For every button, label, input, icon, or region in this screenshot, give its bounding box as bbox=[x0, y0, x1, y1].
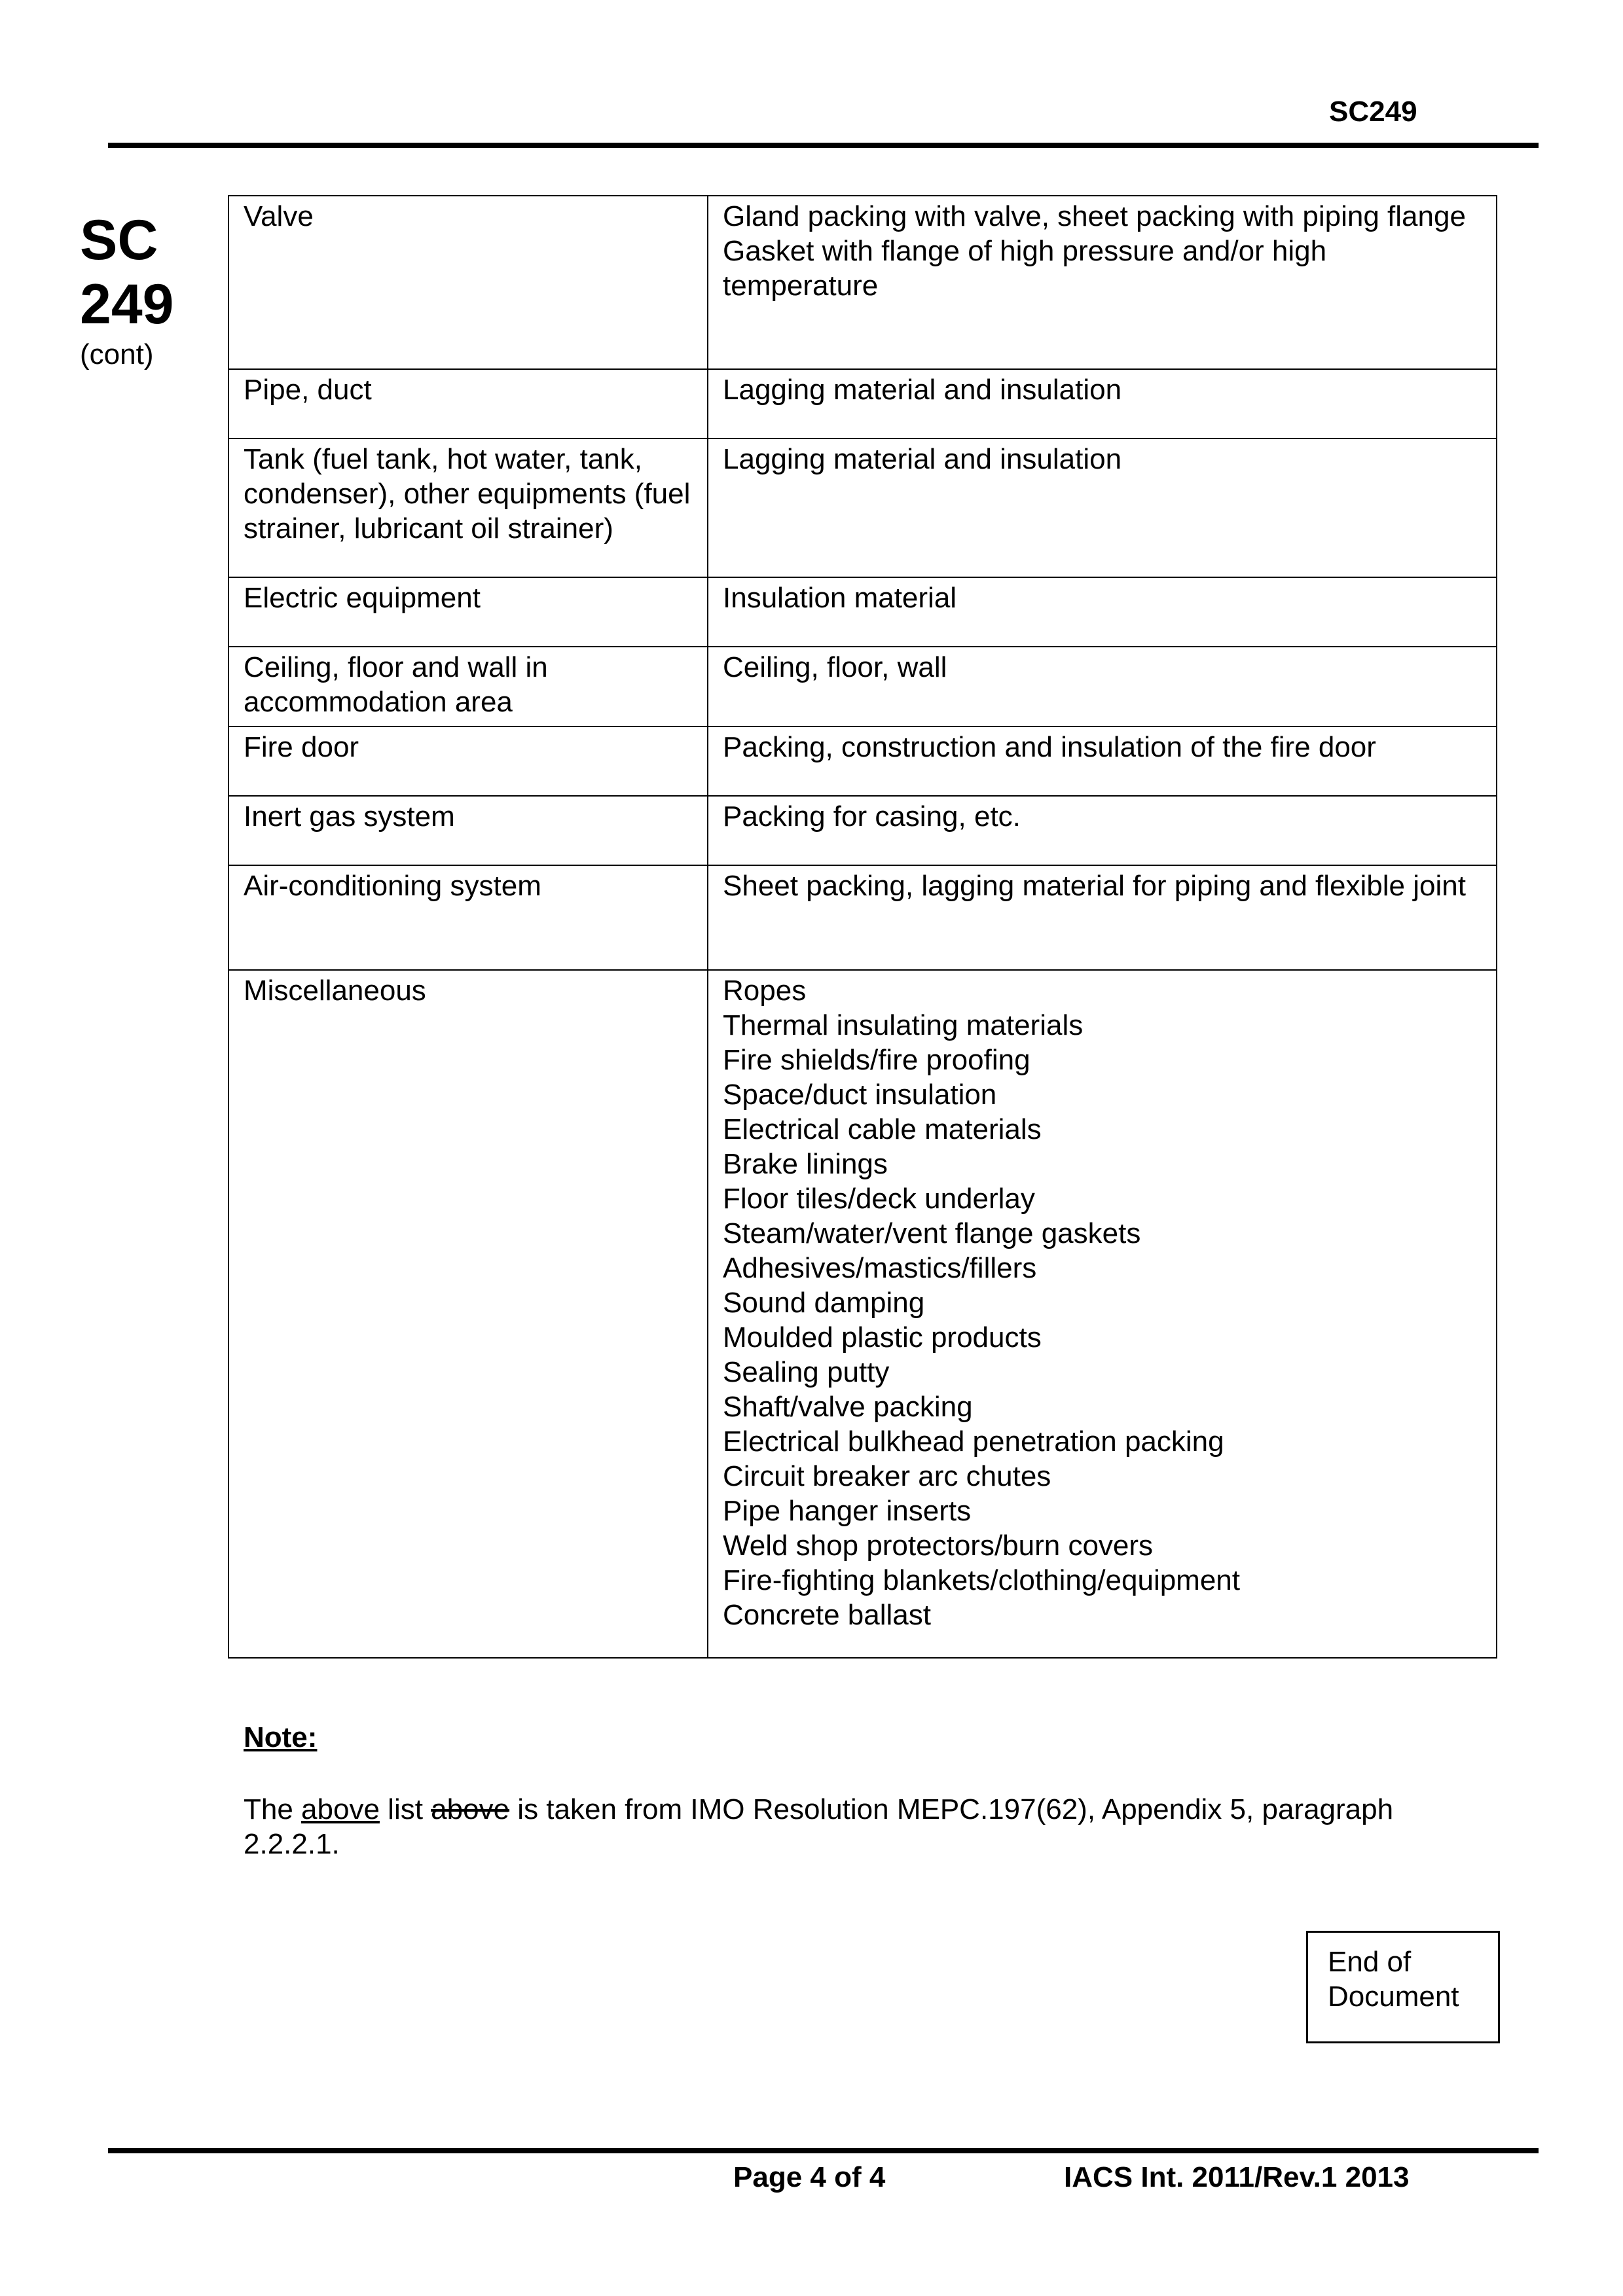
section-label-number: 249 bbox=[80, 273, 174, 336]
material-item: Packing, construction and insulation of the fire door bbox=[723, 731, 1376, 763]
material-item: Gasket with flange of high pressure and/or high temperature bbox=[723, 235, 1327, 302]
item-cell bbox=[228, 196, 708, 369]
table-row bbox=[228, 577, 1497, 647]
table-row bbox=[228, 796, 1497, 865]
item-text: Tank (fuel tank, hot water, tank, condenser), other equipments (fuel strainer, lubricant oil strainer) bbox=[244, 443, 691, 545]
material-item: Gland packing with valve, sheet packing with piping flange bbox=[723, 200, 1466, 232]
material-item: Thermal insulating materials bbox=[723, 1009, 1084, 1041]
note-title: Note: bbox=[244, 1721, 318, 1753]
item-cell bbox=[228, 369, 708, 439]
material-item: Steam/water/vent flange gaskets bbox=[723, 1217, 1141, 1249]
table-row bbox=[228, 865, 1497, 970]
material-item: Sheet packing, lagging material for piping and flexible joint bbox=[723, 870, 1466, 902]
material-item: Insulation material bbox=[723, 582, 957, 614]
item-text: Inert gas system bbox=[244, 800, 455, 833]
material-item: Electrical bulkhead penetration packing bbox=[723, 1426, 1224, 1458]
material-item: Shaft/valve packing bbox=[723, 1391, 973, 1423]
table-row bbox=[228, 369, 1497, 439]
material-item: Weld shop protectors/burn covers bbox=[723, 1530, 1154, 1562]
page-number: Page 4 of 4 bbox=[733, 2161, 886, 2193]
note-inserted-word: above bbox=[301, 1793, 380, 1825]
item-cell bbox=[228, 970, 708, 1658]
note-text-middle: list bbox=[379, 1793, 431, 1825]
materials-cell bbox=[708, 726, 1497, 796]
material-item: Moulded plastic products bbox=[723, 1321, 1042, 1354]
material-item: Brake linings bbox=[723, 1148, 888, 1180]
table-row bbox=[228, 196, 1497, 369]
material-item: Lagging material and insulation bbox=[723, 374, 1122, 406]
item-cell bbox=[228, 865, 708, 970]
item-cell bbox=[228, 796, 708, 865]
item-cell bbox=[228, 439, 708, 577]
material-item: Ropes bbox=[723, 975, 807, 1007]
materials-cell bbox=[708, 196, 1497, 369]
material-item: Ceiling, floor, wall bbox=[723, 651, 947, 683]
document-reference: IACS Int. 2011/Rev.1 2013 bbox=[1064, 2161, 1410, 2193]
materials-cell bbox=[708, 796, 1497, 865]
note-text-start: The bbox=[244, 1793, 302, 1825]
material-item: Pipe hanger inserts bbox=[723, 1495, 972, 1527]
material-item: Circuit breaker arc chutes bbox=[723, 1460, 1051, 1492]
footer-rule bbox=[108, 2148, 1539, 2153]
item-text: Fire door bbox=[244, 731, 359, 763]
section-label-cont: (cont) bbox=[80, 338, 154, 370]
materials-cell bbox=[708, 369, 1497, 439]
material-item: Space/duct insulation bbox=[723, 1079, 997, 1111]
item-cell bbox=[228, 647, 708, 726]
materials-cell bbox=[708, 865, 1497, 970]
materials-cell bbox=[708, 439, 1497, 577]
table-body bbox=[228, 196, 1497, 1658]
note-deleted-word: above bbox=[431, 1793, 510, 1825]
item-text: Pipe, duct bbox=[244, 374, 372, 406]
item-cell bbox=[228, 577, 708, 647]
materials-cell bbox=[708, 577, 1497, 647]
end-box-line-1: End of bbox=[1328, 1946, 1412, 1978]
item-text: Electric equipment bbox=[244, 582, 481, 614]
header-rule bbox=[108, 143, 1539, 148]
item-text: Miscellaneous bbox=[244, 975, 426, 1007]
end-box-line-2: Document bbox=[1328, 1981, 1459, 2013]
material-item: Sound damping bbox=[723, 1287, 925, 1319]
material-item: Electrical cable materials bbox=[723, 1113, 1042, 1145]
material-item: Adhesives/mastics/fillers bbox=[723, 1252, 1037, 1284]
table-row bbox=[228, 439, 1497, 577]
material-item: Concrete ballast bbox=[723, 1599, 931, 1631]
material-item: Packing for casing, etc. bbox=[723, 800, 1021, 833]
material-item: Sealing putty bbox=[723, 1356, 890, 1388]
materials-cell bbox=[708, 647, 1497, 726]
item-cell bbox=[228, 726, 708, 796]
asbestos-materials-table bbox=[228, 195, 1497, 1659]
material-item: Fire-fighting blankets/clothing/equipment bbox=[723, 1564, 1241, 1596]
item-text: Valve bbox=[244, 200, 314, 232]
material-item: Fire shields/fire proofing bbox=[723, 1044, 1030, 1076]
section-label-prefix: SC bbox=[80, 209, 158, 272]
section-label bbox=[80, 208, 174, 373]
table-row bbox=[228, 647, 1497, 726]
table-row bbox=[228, 726, 1497, 796]
end-of-document-box bbox=[1306, 1931, 1500, 2043]
item-text: Ceiling, floor and wall in accommodation area bbox=[244, 651, 548, 718]
item-text: Air-conditioning system bbox=[244, 870, 541, 902]
table-row bbox=[228, 970, 1497, 1658]
note-text-end: is taken from IMO Resolution MEPC.197(62), Appendix 5, paragraph 2.2.2.1. bbox=[244, 1793, 1394, 1860]
material-item: Floor tiles/deck underlay bbox=[723, 1183, 1035, 1215]
material-item: Lagging material and insulation bbox=[723, 443, 1122, 475]
document-code: SC249 bbox=[1329, 96, 1417, 128]
note-text bbox=[244, 1792, 1487, 1861]
materials-cell bbox=[708, 970, 1497, 1658]
